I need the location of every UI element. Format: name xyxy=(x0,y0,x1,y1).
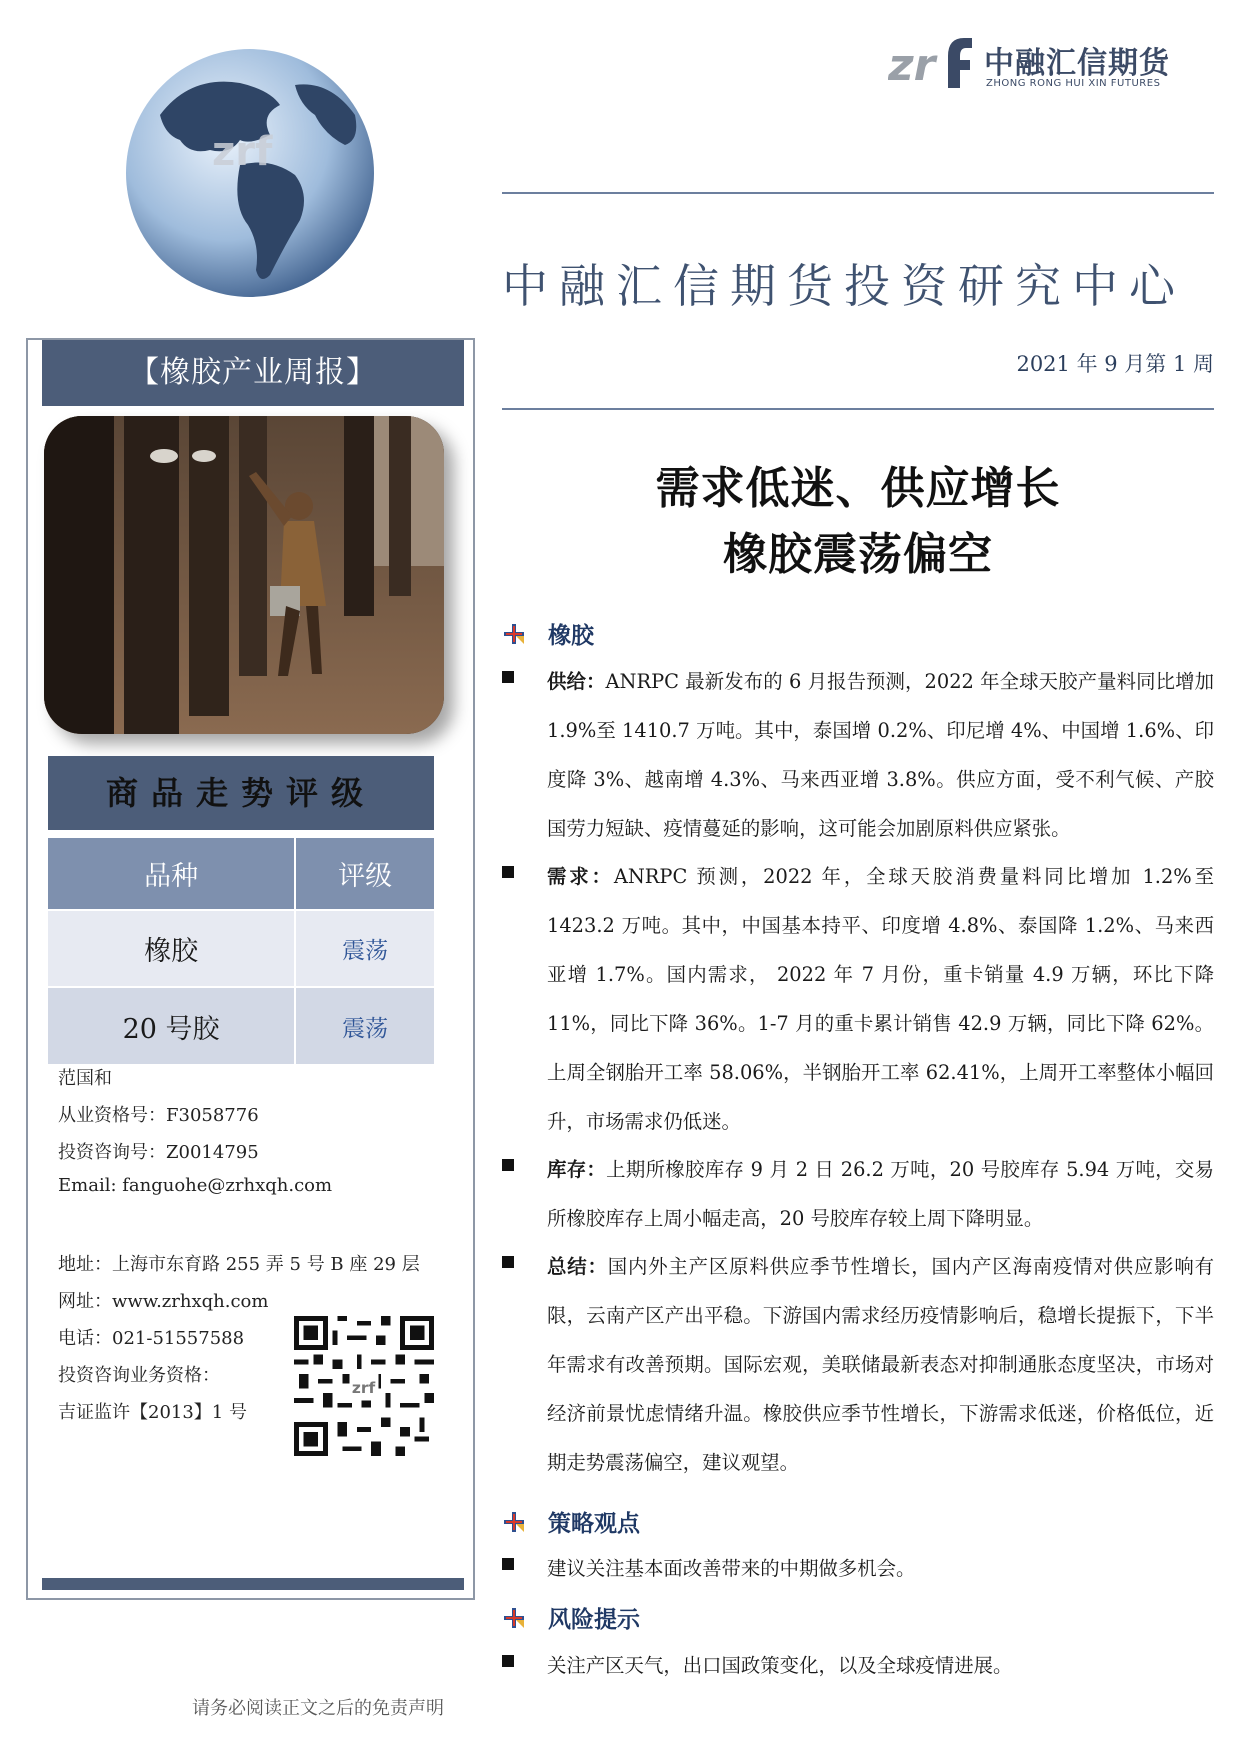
square-bullet-icon xyxy=(502,1256,514,1268)
section-strategy xyxy=(502,1504,1214,1540)
summary-paragraph xyxy=(502,1242,1214,1487)
license-number: 吉证监许【2013】1 号 xyxy=(58,1402,247,1423)
header-rule-top xyxy=(502,192,1214,194)
square-bullet-icon xyxy=(502,866,514,878)
strategy-text: 建议关注基本面改善带来的中期做多机会。 xyxy=(547,1557,916,1580)
logo-name-en: ZHONG RONG HUI XIN FUTURES xyxy=(986,78,1161,89)
section-marker-icon xyxy=(502,622,526,646)
company-logo xyxy=(888,30,1168,92)
risk-text: 关注产区天气，出口国政策变化，以及全球疫情进展。 xyxy=(547,1654,1013,1677)
rubber-tapping-photo xyxy=(44,416,444,734)
section-title: 策略观点 xyxy=(548,1511,640,1537)
svg-text:zrf: zrf xyxy=(351,1379,376,1398)
svg-text:zr: zr xyxy=(888,40,936,91)
summary-label: 总结： xyxy=(547,1255,608,1278)
demand-paragraph xyxy=(502,852,1214,1146)
demand-text: ANRPC 预测，2022 年，全球天胶消费量料同比增加 1.2%至 1423.2 万吨。其中，中国基本持平、印度增 4.8%、泰国降 1.2%、马来西亚增 1.7%。国内需求， 2022 年 7 月份，重卡销量 4.9 万辆，环比下降 11%，同比下降 36%。1-7 月的重卡累计销售 42.9 万辆，同比下降 62%。上周全钢胎开工率 58.06%，半钢胎开工率 62.41%，上周开工率整体小幅回升，市场需求仍低迷。 xyxy=(547,865,1214,1133)
variety-cell: 20 号胶 xyxy=(48,987,295,1064)
rating-cell: 震荡 xyxy=(295,987,434,1064)
section-title: 橡胶 xyxy=(548,623,594,649)
table-row xyxy=(48,987,434,1064)
inventory-label: 库存： xyxy=(547,1158,607,1181)
table-row xyxy=(48,910,434,987)
research-center-name: 中融汇信期货投资研究中心 xyxy=(502,259,1186,313)
disclaimer-note: 请务必阅读正文之后的免责声明 xyxy=(192,1698,444,1719)
risk-paragraph xyxy=(502,1641,1214,1690)
rating-table-header-row xyxy=(48,838,434,910)
section-rubber xyxy=(502,616,1214,652)
supply-text: ANRPC 最新发布的 6 月报告预测，2022 年全球天胶产量料同比增加 1.9%至 1410.7 万吨。其中，泰国增 0.2%、印尼增 4%、中国增 1.6%、印度降 3%、越南增 4.3%、马来西亚增 3.8%。供应方面，受不利气候、产胶国劳力短缺、疫情蔓延的影响，这可能会加剧原料供应紧张。 xyxy=(547,670,1215,840)
analyst-email: Email: fanguohe@zrhxqh.com xyxy=(58,1175,333,1196)
square-bullet-icon xyxy=(502,1159,514,1171)
supply-label: 供给： xyxy=(547,670,606,693)
square-bullet-icon xyxy=(502,1558,514,1570)
variety-cell: 橡胶 xyxy=(48,910,295,987)
company-address: 地址：上海市东育路 255 弄 5 号 B 座 29 层 xyxy=(58,1254,420,1275)
sidebar-footer-bar xyxy=(42,1578,464,1590)
rating-table xyxy=(48,838,434,1064)
square-bullet-icon xyxy=(502,1655,514,1667)
zrf-logo-icon xyxy=(888,30,976,92)
header-rule-bottom xyxy=(502,408,1214,410)
sidebar-report-title: 【橡胶产业周报】 xyxy=(42,340,464,406)
section-marker-icon xyxy=(502,1510,526,1534)
demand-label: 需求： xyxy=(547,865,614,888)
qr-code-icon xyxy=(294,1316,434,1456)
company-phone: 电话：021-51557588 xyxy=(58,1328,245,1349)
summary-text: 国内外主产区原料供应季节性增长，国内产区海南疫情对供应影响有限，云南产区产出平稳。下游国内需求经历疫情影响后，稳增长提振下，下半年需求有改善预期。国际宏观，美联储最新表态对抑制通胀态度坚决，市场对经济前景忧虑情绪升温。橡胶供应季节性增长，下游需求低迷，价格低位，近期走势震荡偏空，建议观望。 xyxy=(547,1255,1215,1474)
globe-image xyxy=(120,45,380,300)
analyst-consult-number: 投资咨询号：Z0014795 xyxy=(58,1142,259,1163)
headline-line-1: 需求低迷、供应增长 xyxy=(655,463,1061,514)
analyst-qualification: 从业资格号：F3058776 xyxy=(58,1105,259,1126)
svg-text:zrf: zrf xyxy=(212,129,273,175)
logo-name-cn: 中融汇信期货 xyxy=(984,46,1170,81)
inventory-paragraph xyxy=(502,1145,1214,1243)
rating-col-variety: 品种 xyxy=(48,838,295,910)
rubber-tapper-image xyxy=(44,416,444,734)
analyst-name: 范国和 xyxy=(58,1068,112,1089)
section-title: 风险提示 xyxy=(548,1607,640,1633)
rating-section-title: 商品走势评级 xyxy=(48,756,434,830)
rating-col-rating: 评级 xyxy=(295,838,434,910)
supply-paragraph xyxy=(502,657,1214,853)
report-date: 2021 年 9 月第 1 周 xyxy=(1016,352,1214,376)
square-bullet-icon xyxy=(502,671,514,683)
rating-cell: 震荡 xyxy=(295,910,434,987)
license-label: 投资咨询业务资格： xyxy=(58,1365,220,1386)
company-website: 网址：www.zrhxqh.com xyxy=(58,1291,269,1312)
section-marker-icon xyxy=(502,1606,526,1630)
section-risk xyxy=(502,1600,1214,1636)
strategy-paragraph xyxy=(502,1544,1214,1593)
inventory-text: 上期所橡胶库存 9 月 2 日 26.2 万吨，20 号胶库存 5.94 万吨，交易所橡胶库存上周小幅走高，20 号胶库存较上周下降明显。 xyxy=(547,1158,1215,1230)
headline-line-2: 橡胶震荡偏空 xyxy=(723,529,993,580)
